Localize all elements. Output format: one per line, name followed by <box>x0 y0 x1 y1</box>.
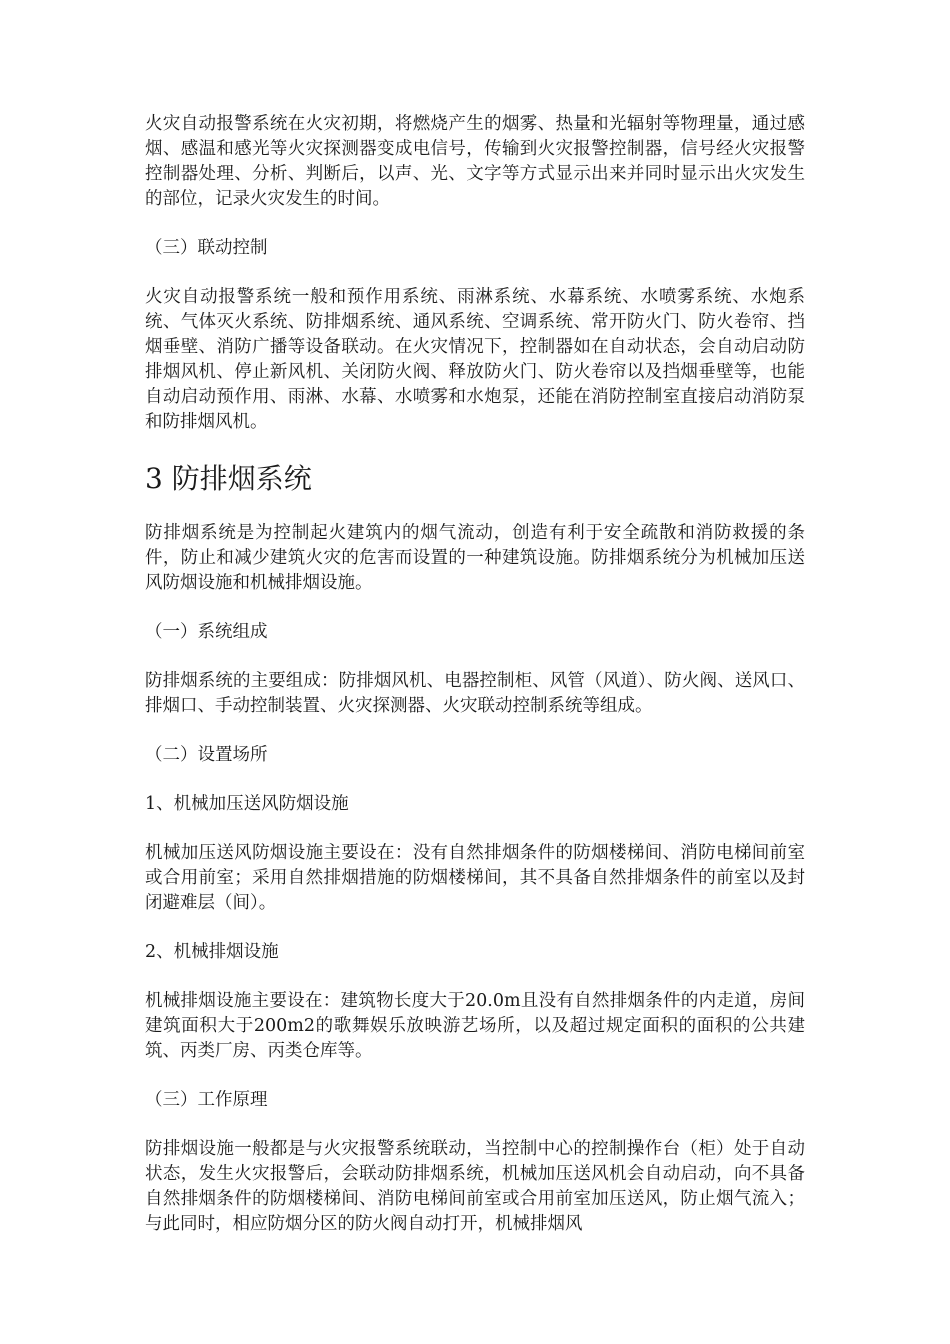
paragraph-mechanical-exhaust: 机械排烟设施主要设在：建筑物长度大于20.0m且没有自然排烟条件的内走道，房间建筑面积大于200m2的歌舞娱乐放映游艺场所，以及超过规定面积的面积的公共建筑、丙类厂房、丙类仓库等。 <box>145 991 805 1061</box>
subheading-installation-sites: （二）设置场所 <box>145 745 268 765</box>
section-heading-smoke-control: 3 防排烟系统 <box>145 462 312 495</box>
subheading-system-composition: （一）系统组成 <box>145 622 268 642</box>
subheading-pressurization: 1、机械加压送风防烟设施 <box>145 794 349 814</box>
paragraph-system-composition: 防排烟系统的主要组成：防排烟风机、电器控制柜、风管（风道）、防火阀、送风口、排烟口、手动控制装置、火灾探测器、火灾联动控制系统等组成。 <box>145 671 805 716</box>
paragraph-working-principle: 防排烟设施一般都是与火灾报警系统联动，当控制中心的控制操作台（柜）处于自动状态，发生火灾报警后，会联动防排烟系统，机械加压送风机会自动启动，向不具备自然排烟条件的防烟楼梯间、消防电梯间前室或合用前室加压送风，防止烟气流入；与此同时，相应防烟分区的防火阀自动打开，机械排烟风 <box>145 1139 805 1234</box>
subheading-linkage-control: （三）联动控制 <box>145 238 268 258</box>
subheading-working-principle: （三）工作原理 <box>145 1090 268 1110</box>
paragraph-smoke-system-intro: 防排烟系统是为控制起火建筑内的烟气流动，创造有利于安全疏散和消防救援的条件，防止和减少建筑火灾的危害而设置的一种建筑设施。防排烟系统分为机械加压送风防烟设施和机械排烟设施。 <box>145 523 805 593</box>
paragraph-linkage-control: 火灾自动报警系统一般和预作用系统、雨淋系统、水幕系统、水喷雾系统、水炮系统、气体灭火系统、防排烟系统、通风系统、空调系统、常开防火门、防火卷帘、挡烟垂壁、消防广播等设备联动。在火灾情况下，控制器如在自动状态，会自动启动防排烟风机、停止新风机、关闭防火阀、释放防火门、防火卷帘以及挡烟垂壁等，也能自动启动预作用、雨淋、水幕、水喷雾和水炮泵，还能在消防控制室直接启动消防泵和防排烟风机。 <box>145 287 805 432</box>
paragraph-alarm-principle: 火灾自动报警系统在火灾初期，将燃烧产生的烟雾、热量和光辐射等物理量，通过感烟、感温和感光等火灾探测器变成电信号，传输到火灾报警控制器，信号经火灾报警控制器处理、分析、判断后，以声、光、文字等方式显示出来并同时显示出火灾发生的部位，记录火灾发生的时间。 <box>145 114 805 209</box>
paragraph-pressurization: 机械加压送风防烟设施主要设在：没有自然排烟条件的防烟楼梯间、消防电梯间前室或合用前室；采用自然排烟措施的防烟楼梯间，其不具备自然排烟条件的前室以及封闭避难层（间）。 <box>145 843 805 913</box>
document-page <box>145 112 805 1261</box>
subheading-mechanical-exhaust: 2、机械排烟设施 <box>145 942 279 962</box>
